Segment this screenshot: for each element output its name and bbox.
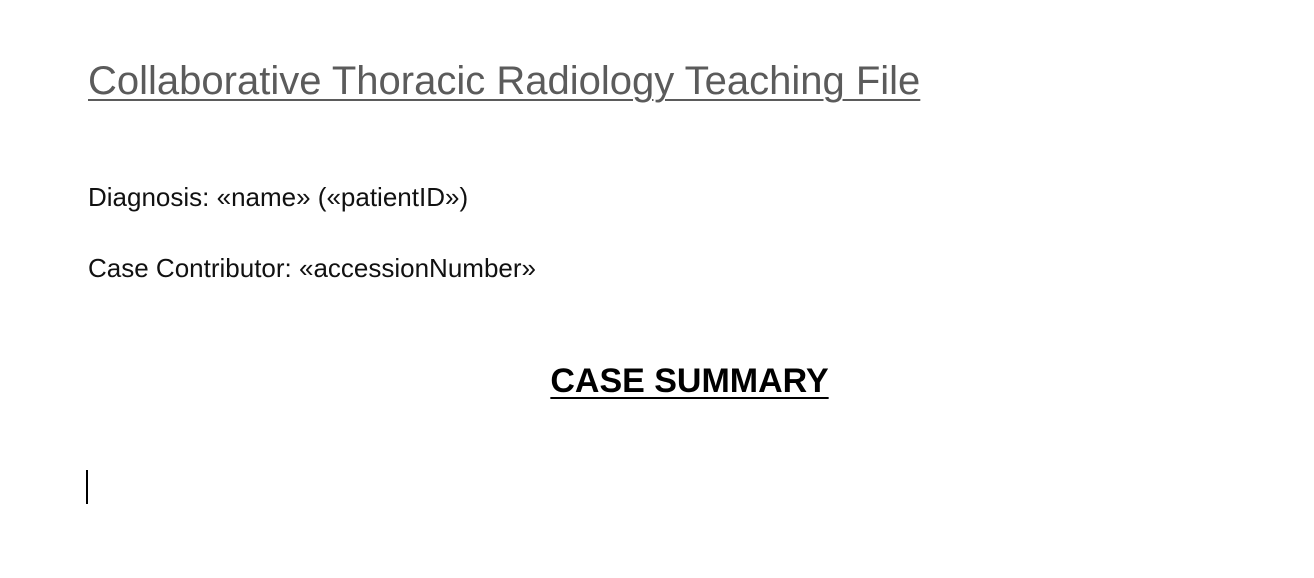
diagnosis-field: Diagnosis: «name» («patientID») xyxy=(88,182,469,212)
case-summary-heading: CASE SUMMARY xyxy=(550,362,829,400)
text-cursor[interactable] xyxy=(86,470,88,504)
document-title: Collaborative Thoracic Radiology Teaching File xyxy=(88,59,921,103)
case-contributor-field: Case Contributor: «accessionNumber» xyxy=(88,253,536,283)
